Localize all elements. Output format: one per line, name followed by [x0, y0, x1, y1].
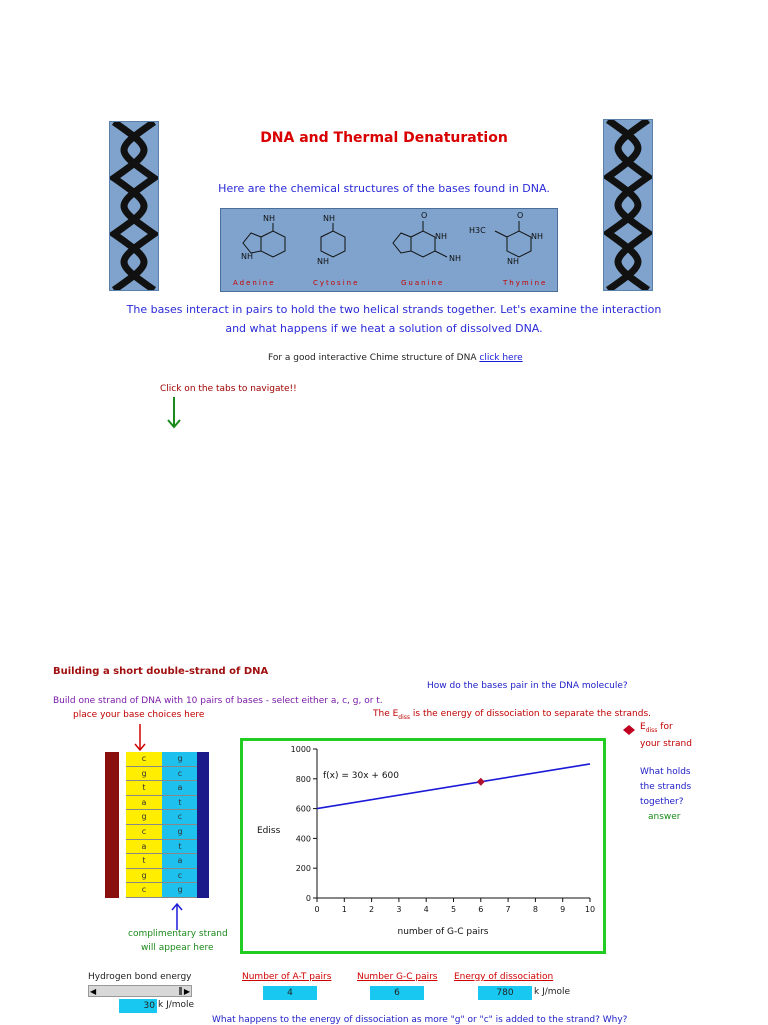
x-tick-label: 5 [450, 905, 457, 914]
diamond-icon [623, 725, 635, 735]
svg-text:NH: NH [435, 232, 447, 241]
complement-base-cell: a [162, 854, 198, 869]
chime-line [268, 353, 523, 363]
helix-left-icon [110, 122, 158, 290]
x-tick-label: 2 [369, 905, 375, 914]
x-axis-label: number of G-C pairs [397, 927, 489, 937]
gc-value-field: 6 [370, 986, 424, 1000]
ediss-suffix: is the energy of dissociation to separate the strands. [410, 709, 652, 719]
blue-up-arrow-icon [170, 902, 184, 930]
intro-text: Here are the chemical structures of the bases found in DNA. [218, 182, 550, 195]
base-label-guanine: Guanine [401, 279, 445, 287]
base-label-adenine: Adenine [233, 279, 276, 287]
x-tick-label: 8 [532, 905, 538, 914]
ediss-prefix: The E [373, 709, 399, 719]
instruction-text: Build one strand of DNA with 10 pairs of bases - select either a, c, g, or t. [53, 696, 383, 706]
y-tick-label: 600 [295, 804, 311, 814]
bases-paragraph-line2: and what happens if we heat a solution of dissolved DNA. [225, 322, 543, 335]
hbond-slider[interactable] [88, 985, 192, 997]
slider-thumb[interactable] [179, 987, 182, 995]
complement-base-cell: a [162, 781, 198, 796]
complement-base-cell: c [162, 810, 198, 825]
x-tick-label: 9 [560, 905, 566, 914]
svg-text:NH: NH [323, 214, 335, 223]
complement-base-cell: g [162, 752, 198, 767]
tabs-hint: Click on the tabs to navigate!! [160, 384, 297, 394]
strand-base-cell[interactable]: c [126, 752, 162, 767]
chime-link[interactable]: click here [479, 353, 523, 363]
strand-point [477, 778, 485, 786]
energy-value-field: 780 [478, 986, 532, 1000]
strand-base-cell[interactable]: g [126, 767, 162, 782]
svg-text:NH: NH [449, 254, 461, 263]
y-axis-label: Ediss [257, 826, 281, 836]
slider-left-icon[interactable]: ◀ [90, 987, 97, 996]
svg-text:NH: NH [263, 214, 275, 223]
energy-unit: k J/mole [534, 987, 571, 997]
x-tick-label: 4 [423, 905, 429, 914]
complement-base-cell: c [162, 767, 198, 782]
svg-text:NH: NH [507, 257, 519, 266]
legend-your-strand: your strand [640, 739, 692, 749]
equation-label: f(x) = 30x + 600 [323, 771, 399, 781]
strand-input-column[interactable] [126, 752, 162, 898]
strand-left-backbone [105, 752, 119, 898]
complement-base-cell: t [162, 796, 198, 811]
strand-base-cell[interactable]: t [126, 781, 162, 796]
svg-text:NH: NH [241, 252, 253, 261]
svg-text:NH: NH [317, 257, 329, 266]
red-down-arrow-icon [133, 724, 147, 752]
strand-right-backbone [197, 752, 209, 898]
strand-base-cell[interactable]: g [126, 869, 162, 884]
hbond-label: Hydrogen bond energy [88, 972, 192, 982]
base-label-thymine: Thymine [503, 279, 548, 287]
y-tick-label: 0 [305, 894, 311, 903]
y-tick-label: 800 [295, 774, 311, 784]
hbond-value-field: 30 [119, 999, 157, 1013]
x-tick-label: 1 [341, 905, 347, 914]
ediss-sub: diss [398, 713, 411, 721]
bases-paragraph-line1: The bases interact in pairs to hold the two helical strands together. Let's examine the interaction [126, 303, 662, 316]
bottom-question: What happens to the energy of dissociation as more "g" or "c" is added to the strand? Why? [212, 1015, 628, 1025]
strand-base-cell[interactable]: c [126, 883, 162, 898]
svg-text:NH: NH [531, 232, 543, 241]
complement-hint-2: will appear here [141, 943, 214, 953]
y-tick-label: 200 [295, 864, 311, 874]
what-holds-2: the strands [640, 782, 692, 792]
chime-text: For a good interactive Chime structure of DNA [268, 353, 477, 363]
energy-chart [240, 738, 606, 954]
complement-base-cell: g [162, 825, 198, 840]
slider-right-icon[interactable]: ▶ [183, 987, 190, 996]
legend-e: E [640, 722, 646, 732]
y-tick-label: 400 [295, 834, 311, 844]
x-tick-label: 6 [478, 905, 484, 914]
x-tick-label: 3 [396, 905, 402, 914]
strand-base-cell[interactable]: a [126, 840, 162, 855]
answer-link[interactable]: answer [648, 812, 681, 822]
complement-column [162, 752, 198, 898]
legend-for: for [657, 722, 673, 732]
section-title: Building a short double-strand of DNA [53, 666, 269, 677]
dna-strand-builder [105, 752, 209, 898]
strand-base-cell[interactable]: g [126, 810, 162, 825]
complement-hint-1: complimentary strand [128, 929, 228, 939]
dna-helix-left [109, 121, 159, 291]
legend-sub: diss [645, 726, 658, 734]
at-label: Number of A-T pairs [242, 972, 332, 982]
energy-label: Energy of dissociation [454, 972, 554, 982]
x-tick-label: 7 [505, 905, 511, 914]
base-label-cytosine: Cytosine [313, 279, 360, 287]
complement-base-cell: c [162, 869, 198, 884]
x-tick-label: 0 [314, 905, 320, 914]
down-arrow-icon [166, 397, 182, 429]
y-tick-label: 1000 [290, 745, 311, 754]
svg-text:O: O [421, 211, 428, 220]
what-holds-3: together? [640, 797, 684, 807]
ediss-description [373, 709, 651, 721]
strand-base-cell[interactable]: c [126, 825, 162, 840]
x-tick-label: 10 [584, 905, 596, 914]
at-value-field: 4 [263, 986, 317, 1000]
pair-question[interactable]: How do the bases pair in the DNA molecule? [427, 681, 628, 691]
strand-base-cell[interactable]: t [126, 854, 162, 869]
complement-base-cell: t [162, 840, 198, 855]
page-title: DNA and Thermal Denaturation [260, 130, 508, 146]
svg-text:O: O [517, 211, 524, 220]
gc-label: Number G-C pairs [357, 972, 438, 982]
energy-chart-svg [243, 741, 603, 951]
bases-structures-panel [220, 208, 558, 292]
strand-base-cell[interactable]: a [126, 796, 162, 811]
hbond-unit: k J/mole [158, 1000, 195, 1010]
complement-base-cell: g [162, 883, 198, 898]
what-holds-1: What holds [640, 767, 691, 777]
legend-ediss [640, 722, 673, 734]
place-hint: place your base choices here [73, 710, 205, 720]
svg-text:H3C: H3C [469, 226, 486, 235]
